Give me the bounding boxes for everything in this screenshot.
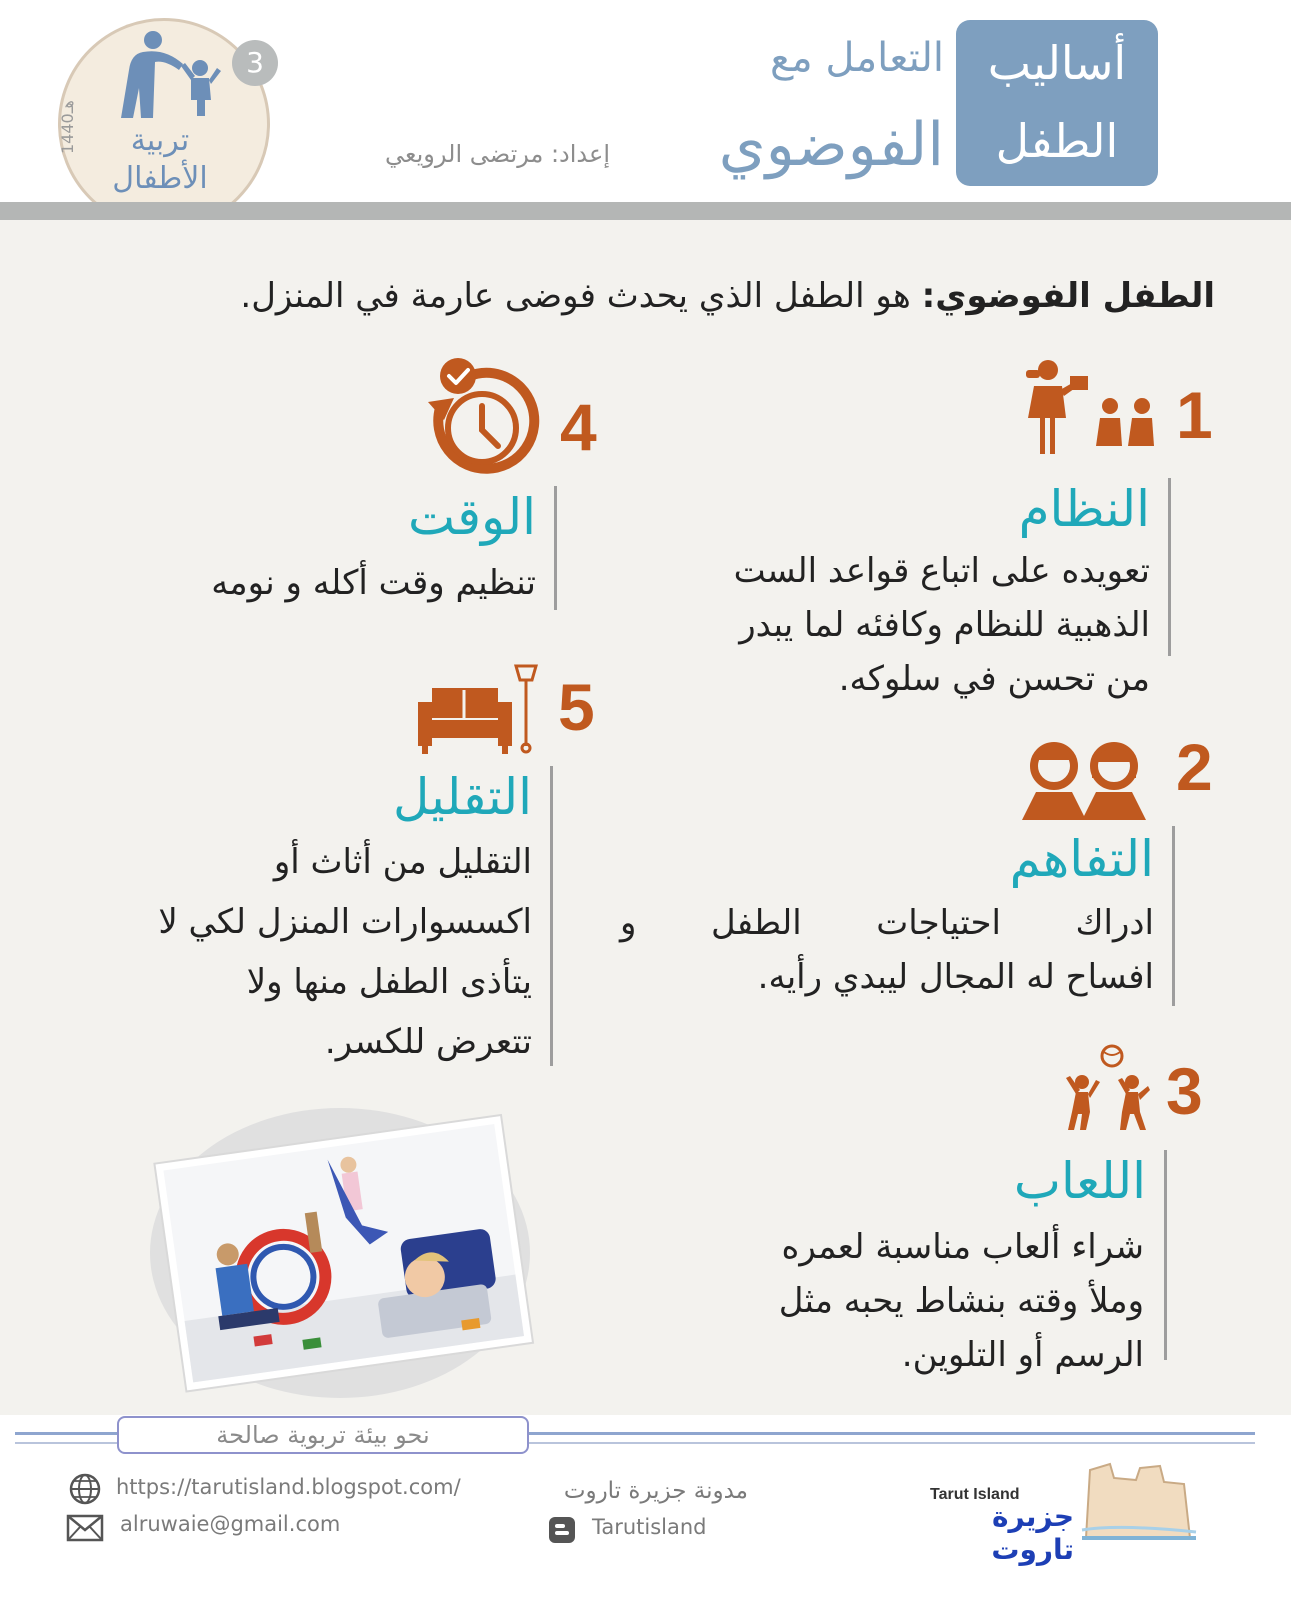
item-heading-3: اللعاب (1013, 1152, 1146, 1210)
tarut-castle-logo (1080, 1458, 1200, 1542)
blogger-icon (548, 1516, 576, 1544)
item-divider-5 (550, 766, 553, 1066)
item-divider-3 (1164, 1150, 1167, 1360)
item-3-line: الرسم أو التلوين. (901, 1335, 1144, 1375)
title-word-child: الطفل (995, 114, 1119, 168)
envelope-icon (66, 1514, 104, 1542)
item-3-line: شراء ألعاب مناسبة لعمره (781, 1227, 1144, 1267)
item-body-1 (620, 544, 1150, 706)
title-line2: الفوضوي (718, 110, 944, 180)
teacher-reading-icon (1012, 356, 1162, 458)
children-pair-icon (1016, 738, 1152, 822)
globe-icon (68, 1472, 102, 1506)
title-word-methods: أساليب (987, 36, 1127, 90)
item-body-2 (620, 896, 1154, 1004)
clock-check-icon (418, 356, 544, 476)
series-title (90, 122, 230, 198)
item-number-4: 4 (560, 390, 597, 464)
item-number-5: 5 (558, 670, 595, 744)
blogger-name: Tarutisland (592, 1515, 707, 1539)
item-body-5 (40, 832, 532, 1072)
title-line1: التعامل مع (769, 35, 944, 81)
issue-year: 1440هـ (58, 100, 77, 154)
definition (40, 270, 1215, 322)
children-playroom-photo (150, 1098, 540, 1398)
item-body-3 (640, 1220, 1144, 1382)
item-1-line: تعويده على اتباع قواعد الست (733, 551, 1150, 591)
logo-english: Tarut Island (930, 1486, 1020, 1503)
item-number-3: 3 (1166, 1054, 1203, 1128)
blog-name: مدونة جزيرة تاروت (563, 1478, 748, 1504)
item-1-line: الذهبية للنظام وكافئه لما يبدر (739, 605, 1150, 645)
item-heading-4: الوقت (408, 488, 536, 546)
title-highlight-text (956, 24, 1158, 180)
item-heading-5: التقليل (392, 768, 532, 826)
series-title-line2: الأطفال (112, 161, 208, 196)
item-body-4 (60, 556, 536, 610)
item-4-line: تنظيم وقت أكله و نومه (211, 563, 536, 603)
logo-arabic: جزيرة تاروت (991, 1500, 1074, 1566)
definition-term: الطفل الفوضوي: (921, 276, 1215, 316)
header-divider (0, 202, 1291, 220)
item-number-1: 1 (1176, 378, 1213, 452)
item-5-line: تتعرض للكسر. (324, 1022, 532, 1062)
sofa-lamp-icon (412, 662, 544, 758)
children-playing-ball-icon (1060, 1042, 1152, 1134)
item-5-line: يتأذى الطفل منها ولا (246, 962, 532, 1002)
item-2-line: افساح له المجال ليبدي رأيه. (757, 957, 1154, 997)
series-title-line1: تربية (130, 123, 190, 158)
author-credit: إعداد: مرتضى الرويعي (385, 140, 610, 168)
issue-number: 3 (232, 40, 278, 86)
item-5-line: اكسسوارات المنزل لكي لا (158, 902, 532, 942)
motto: نحو بيئة تربوية صالحة (117, 1416, 529, 1454)
item-1-line: من تحسن في سلوكه. (838, 659, 1150, 699)
item-heading-2: التفاهم (1009, 830, 1154, 888)
item-divider-2 (1172, 826, 1175, 1006)
item-number-2: 2 (1176, 730, 1213, 804)
item-divider-4 (554, 486, 557, 610)
item-5-line: التقليل من أثاث أو (273, 842, 532, 882)
item-divider-1 (1168, 478, 1171, 656)
definition-text: هو الطفل الذي يحدث فوضى عارمة في المنزل. (240, 276, 922, 316)
blog-url-link[interactable]: https://tarutisland.blogspot.com/ (116, 1475, 461, 1499)
email-link[interactable]: alruwaie@gmail.com (120, 1512, 341, 1536)
item-2-line: ادراك احتياجات الطفل و (620, 903, 1154, 943)
item-3-line: وملأ وقته بنشاط يحبه مثل (778, 1281, 1144, 1321)
item-heading-1: النظام (1018, 480, 1150, 538)
parent-child-icon (105, 30, 225, 120)
